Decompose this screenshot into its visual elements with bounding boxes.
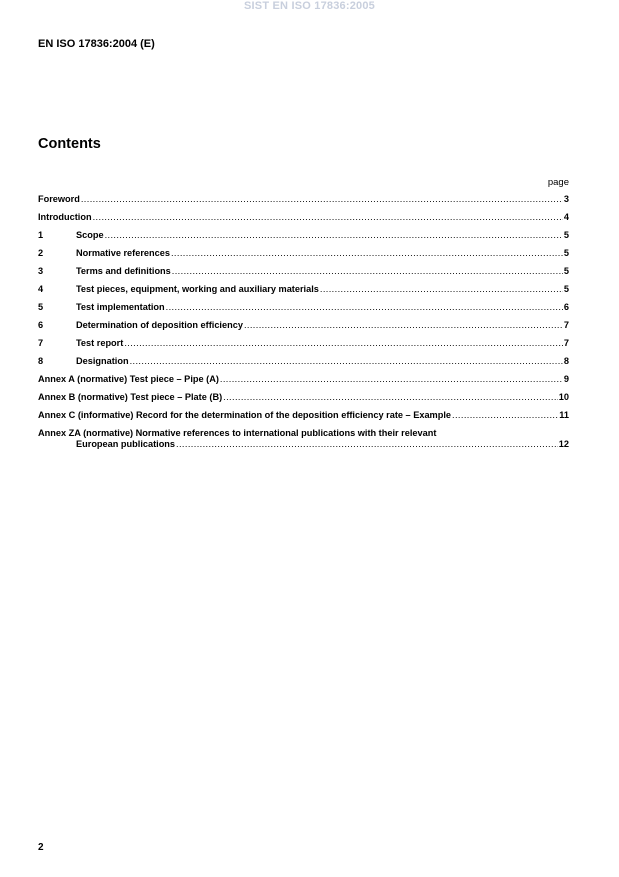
toc-entry-title: Annex B (normative) Test piece – Plate (B) bbox=[38, 392, 223, 402]
leader-dots bbox=[105, 230, 563, 240]
toc-entry-number: 8 bbox=[38, 356, 44, 366]
toc-entry-page: 5 bbox=[563, 230, 569, 240]
toc-entry-number: 2 bbox=[38, 248, 44, 258]
contents-title: Contents bbox=[38, 136, 101, 152]
toc-entry-title-line2: European publications bbox=[76, 439, 176, 449]
leader-dots bbox=[176, 439, 558, 450]
toc-entry-page: 11 bbox=[559, 410, 569, 420]
leader-dots bbox=[171, 248, 563, 258]
toc-entry-annex-a[interactable] bbox=[38, 374, 569, 392]
toc-entry-page: 7 bbox=[563, 320, 569, 330]
leader-dots bbox=[93, 212, 563, 222]
leader-dots bbox=[220, 374, 563, 384]
watermark: SIST EN ISO 17836:2005 bbox=[244, 0, 375, 12]
toc-entry-title: Annex C (informative) Record for the determination of the deposition efficiency rate – Example bbox=[38, 410, 452, 420]
toc-entry-normative-references[interactable] bbox=[38, 248, 569, 266]
toc-entry-title: Terms and definitions bbox=[76, 266, 171, 276]
toc-entry-designation[interactable] bbox=[38, 356, 569, 374]
leader-dots bbox=[124, 338, 563, 348]
leader-dots bbox=[223, 392, 558, 402]
toc-entry-number: 4 bbox=[38, 284, 44, 294]
toc-entry-title: Test pieces, equipment, working and auxiliary materials bbox=[76, 284, 319, 294]
leader-dots bbox=[244, 320, 563, 330]
toc-entry-test-pieces[interactable] bbox=[38, 284, 569, 302]
toc-entry-page: 8 bbox=[563, 356, 569, 366]
toc-entry-page: 5 bbox=[563, 284, 569, 294]
leader-dots bbox=[81, 194, 563, 204]
toc-entry-foreword[interactable] bbox=[38, 194, 569, 212]
toc-entry-title: Introduction bbox=[38, 212, 92, 222]
toc-entry-number: 7 bbox=[38, 338, 44, 348]
toc-entry-page: 4 bbox=[563, 212, 569, 222]
toc-entry-title-continued bbox=[38, 439, 569, 450]
toc-entry-title: Annex ZA (normative) Normative references to international publications with their relevant bbox=[38, 428, 437, 438]
leader-dots bbox=[320, 284, 563, 294]
toc-entry-title: Annex A (normative) Test piece – Pipe (A) bbox=[38, 374, 219, 384]
toc-entry-page: 5 bbox=[563, 248, 569, 258]
toc-entry-deposition-efficiency[interactable] bbox=[38, 320, 569, 338]
leader-dots bbox=[166, 302, 563, 312]
toc-entry-number: 3 bbox=[38, 266, 44, 276]
toc-entry-number: 6 bbox=[38, 320, 44, 330]
toc-entry-introduction[interactable] bbox=[38, 212, 569, 230]
toc-entry-title: Normative references bbox=[76, 248, 170, 258]
toc-entry-page: 3 bbox=[563, 194, 569, 204]
page-column-label: page bbox=[547, 177, 569, 188]
page-number: 2 bbox=[38, 842, 44, 853]
toc-entry-annex-b[interactable] bbox=[38, 392, 569, 410]
toc-entry-page: 10 bbox=[558, 392, 569, 402]
toc-entry-title: Designation bbox=[76, 356, 129, 366]
toc-entry-test-report[interactable] bbox=[38, 338, 569, 356]
table-of-contents bbox=[38, 194, 569, 456]
toc-entry-terms-and-definitions[interactable] bbox=[38, 266, 569, 284]
toc-entry-number: 5 bbox=[38, 302, 44, 312]
leader-dots bbox=[172, 266, 563, 276]
leader-dots bbox=[452, 410, 558, 420]
toc-entry-annex-c[interactable] bbox=[38, 410, 569, 428]
toc-entry-title: Scope bbox=[76, 230, 104, 240]
leader-dots bbox=[130, 356, 563, 366]
toc-entry-page: 6 bbox=[563, 302, 569, 312]
toc-entry-number: 1 bbox=[38, 230, 44, 240]
toc-entry-page: 12 bbox=[558, 439, 569, 449]
toc-entry-scope[interactable] bbox=[38, 230, 569, 248]
toc-entry-title: Test report bbox=[76, 338, 124, 348]
toc-entry-page: 5 bbox=[563, 266, 569, 276]
toc-entry-page: 9 bbox=[563, 374, 569, 384]
toc-entry-annex-za[interactable] bbox=[38, 428, 569, 456]
document-id: EN ISO 17836:2004 (E) bbox=[38, 38, 155, 50]
toc-entry-title: Foreword bbox=[38, 194, 80, 204]
toc-entry-test-implementation[interactable] bbox=[38, 302, 569, 320]
toc-entry-page: 7 bbox=[563, 338, 569, 348]
toc-entry-title: Test implementation bbox=[76, 302, 165, 312]
toc-entry-title: Determination of deposition efficiency bbox=[76, 320, 243, 330]
